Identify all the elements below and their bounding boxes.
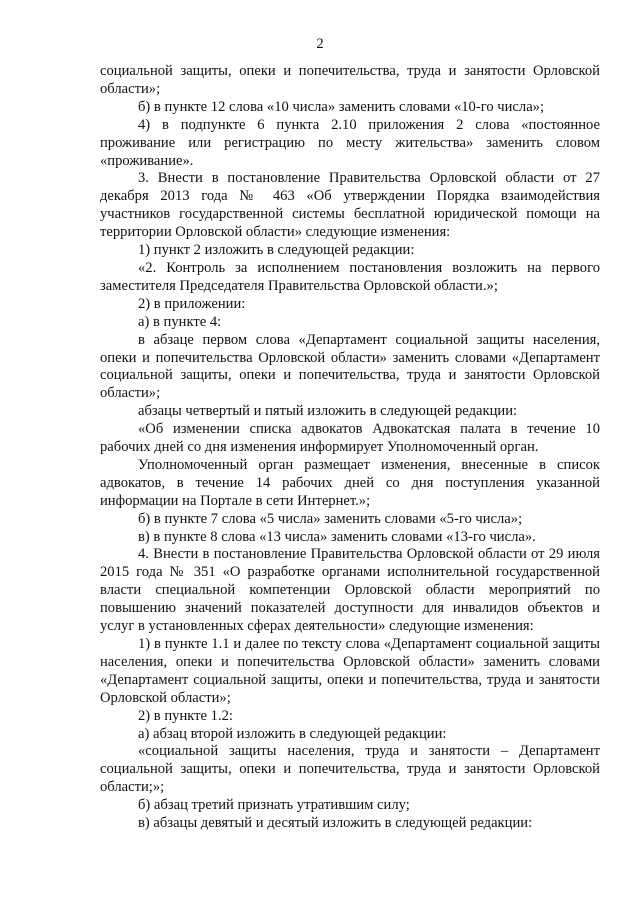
paragraph: Уполномоченный орган размещает изменения, внесенные в список адвокатов, в течение 14 рабочих дней со дня поступления указанной информации на Портале в сети Интернет.»; bbox=[100, 456, 600, 509]
paragraph: б) в пункте 12 слова «10 числа» заменить словами «10-го числа»; bbox=[138, 98, 545, 115]
paragraph: абзацы четвертый и пятый изложить в следующей редакции: bbox=[138, 403, 518, 420]
paragraph: «Об изменении списка адвокатов Адвокатская палата в течение 10 рабочих дней со дня изменения информирует Уполномоченный орган. bbox=[100, 421, 600, 456]
paragraph: «социальной защиты населения, труда и занятости – Департамент социальной защиты, опеки и попечительства, труда и занятости Орловской области;»; bbox=[100, 743, 600, 796]
paragraph: б) абзац третий признать утратившим силу; bbox=[138, 797, 410, 814]
paragraph: а) абзац второй изложить в следующей редакции: bbox=[138, 725, 447, 742]
page-number: 2 bbox=[316, 36, 324, 52]
paragraph: «2. Контроль за исполнением постановления возложить на первого заместителя Председателя Правительства Орловской области.»; bbox=[100, 259, 600, 294]
paragraph: а) в пункте 4: bbox=[138, 313, 222, 330]
paragraph: 2) в приложении: bbox=[138, 295, 246, 312]
paragraph: в) абзацы девятый и десятый изложить в следующей редакции: bbox=[138, 815, 533, 832]
paragraph: 3. Внести в постановление Правительства Орловской области от 27 декабря 2013 года № 463 «Об утверждении Порядка взаимодействия участников государственной системы бесплатной юридической помощи на территории Орловской области» следующие изменения: bbox=[100, 170, 600, 241]
paragraph: 2) в пункте 1.2: bbox=[138, 707, 233, 724]
paragraph: б) в пункте 7 слова «5 числа» заменить словами «5-го числа»; bbox=[138, 510, 523, 527]
paragraph: 4) в подпункте 6 пункта 2.10 приложения 2 слова «постоянное проживание или регистрацию по месту жительства» заменить словом «проживание». bbox=[100, 116, 600, 169]
paragraph: в абзаце первом слова «Департамент социальной защиты населения, опеки и попечительства Орловской области» заменить словами «Департамент социальной защиты, опеки и попечительства, труда и занятости Орловской области»; bbox=[100, 331, 600, 402]
paragraph: 1) в пункте 1.1 и далее по тексту слова «Департамент социальной защиты населения, опеки и попечительства Орловской области» заменить словами «Департамент социальной защиты, опеки и попечительства, труда и занятости Орловской области»; bbox=[100, 636, 600, 706]
paragraph: 4. Внести в постановление Правительства Орловской области от 29 июля 2015 года № 351 «О разработке органами исполнительной государственной власти специальной компетенции Орловской области мероприятий по повышению значений показателей доступности для инвалидов объектов и услуг в установленных сферах деятельности» следующие изменения: bbox=[100, 546, 600, 635]
paragraph: 1) пункт 2 изложить в следующей редакции: bbox=[138, 242, 415, 259]
document-body bbox=[100, 63, 600, 833]
paragraph: социальной защиты, опеки и попечительства, труда и занятости Орловской области»; bbox=[100, 63, 600, 97]
paragraph: в) в пункте 8 слова «13 числа» заменить словами «13-го числа». bbox=[138, 528, 536, 545]
